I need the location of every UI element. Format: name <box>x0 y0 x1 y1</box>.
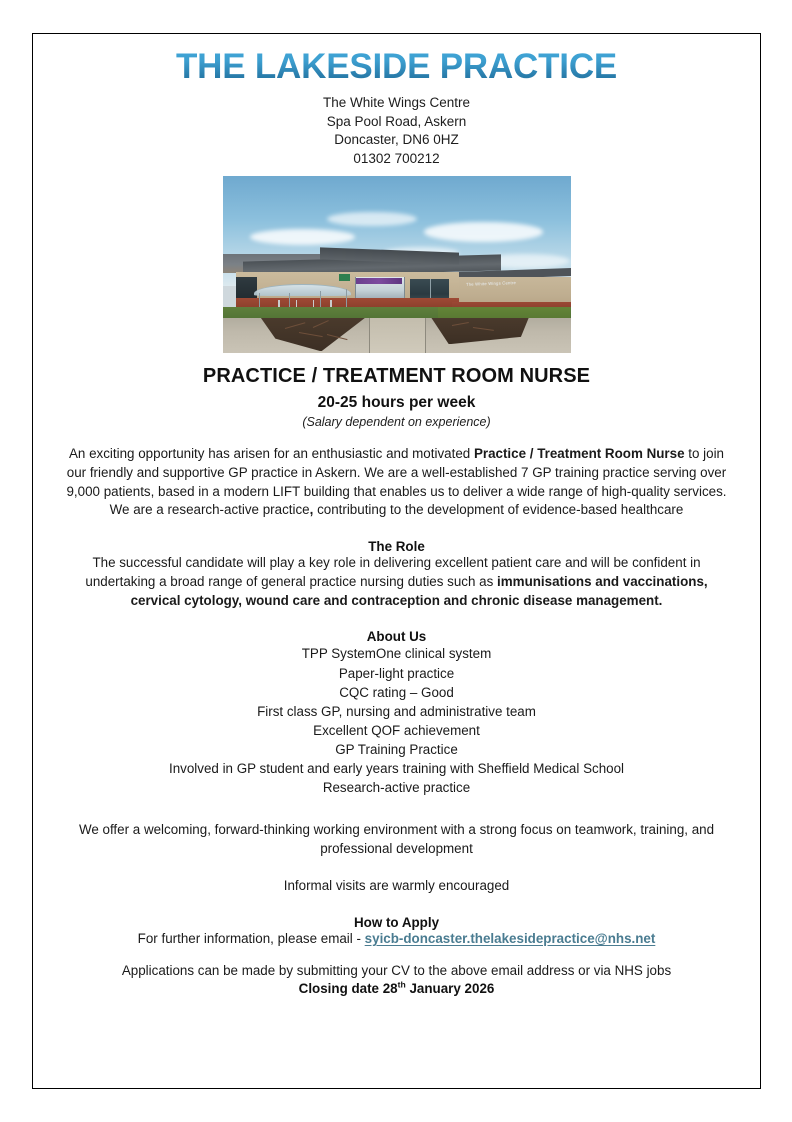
offer-paragraph: We offer a welcoming, forward-thinking working environment with a strong focus on teamwork, training, and professional development <box>78 821 715 856</box>
about-item: Research-active practice <box>322 779 471 795</box>
address-line-2: Spa Pool Road, Askern <box>326 113 467 129</box>
application-email-link[interactable]: syicb-doncaster.thelakesidepractice@nhs.net <box>364 931 656 947</box>
closing-date-suffix: January 2026 <box>405 980 495 996</box>
about-item: CQC rating – Good <box>339 684 454 700</box>
practice-building-photo <box>223 176 571 353</box>
about-item: Excellent QOF achievement <box>313 722 480 738</box>
address-line-3: Doncaster, DN6 0HZ <box>334 132 459 148</box>
photo-cloud <box>250 229 354 245</box>
photo-cloud <box>424 222 542 241</box>
intro-role-bold: Practice / Treatment Room Nurse <box>473 446 685 462</box>
about-item: Paper-light practice <box>338 665 455 681</box>
closing-date-ordinal: th <box>397 979 406 990</box>
job-hours: 20-25 hours per week <box>317 394 476 412</box>
about-us-heading: About Us <box>366 629 427 645</box>
photo-canopy-post <box>346 289 347 308</box>
closing-date-prefix: Closing date 28 <box>298 980 398 996</box>
job-title: PRACTICE / TREATMENT ROOM NURSE <box>202 365 591 388</box>
applications-paragraph: Applications can be made by submitting your CV to the above email address or via NHS jobs <box>121 962 672 978</box>
intro-bold-comma: , <box>309 502 314 518</box>
spacer <box>54 610 739 629</box>
intro-text-2: to join our friendly and supportive GP practice in Askern. We are a well-established 7 GP training practice serving over 9,000 patients, based in a modern LIFT building that enables us to deliver a wide range of high-quality services. We are a research-active practice <box>66 446 727 518</box>
spacer <box>54 858 739 877</box>
salary-note: (Salary dependent on experience) <box>302 415 491 430</box>
spacer <box>54 797 739 821</box>
photo-canopy <box>254 284 351 296</box>
about-item: GP Training Practice <box>335 741 458 757</box>
address-line-1: The White Wings Centre <box>322 95 471 111</box>
introduction-paragraph <box>61 445 733 520</box>
the-role-paragraph <box>61 554 733 610</box>
building-photo-canvas <box>223 176 571 353</box>
practice-phone-number: 01302 700212 <box>353 150 440 166</box>
photo-entrance-signboard <box>356 278 401 284</box>
photo-building-sign: The White Wings Centre <box>466 279 517 287</box>
intro-text-3: contributing to the development of evidence-based healthcare <box>313 502 684 518</box>
about-item: Involved in GP student and early years training with Sheffield Medical School <box>168 760 625 776</box>
spacer <box>54 949 739 962</box>
how-to-apply-heading: How to Apply <box>353 915 440 931</box>
practice-name-heading: THE LAKESIDE PRACTICE <box>54 47 739 86</box>
photo-pharmacy-cross-icon <box>339 274 349 281</box>
about-item: TPP SystemOne clinical system <box>301 646 492 662</box>
photo-central-path <box>369 318 427 353</box>
role-text-1: The successful candidate will play a key role in delivering excellent patient care and will be confident in undertaking a broad range of general practice nursing duties such as <box>85 555 701 589</box>
about-item: First class GP, nursing and administrative team <box>257 703 536 719</box>
the-role-heading: The Role <box>368 539 425 555</box>
closing-date <box>54 981 739 996</box>
document-content <box>32 33 761 1089</box>
spacer <box>54 520 739 539</box>
apply-contact-line <box>61 930 733 949</box>
spacer <box>54 896 739 915</box>
role-duties-bold: immunisations and vaccinations, cervical cytology, wound care and contraception and chronic disease management. <box>130 573 708 608</box>
apply-lead-text: For further information, please email - <box>137 931 365 947</box>
intro-text-1: An exciting opportunity has arisen for an enthusiastic and motivated <box>69 446 474 462</box>
informal-visits-paragraph: Informal visits are warmly encouraged <box>283 878 510 894</box>
photo-cloud <box>327 212 417 226</box>
practice-address <box>54 94 739 168</box>
